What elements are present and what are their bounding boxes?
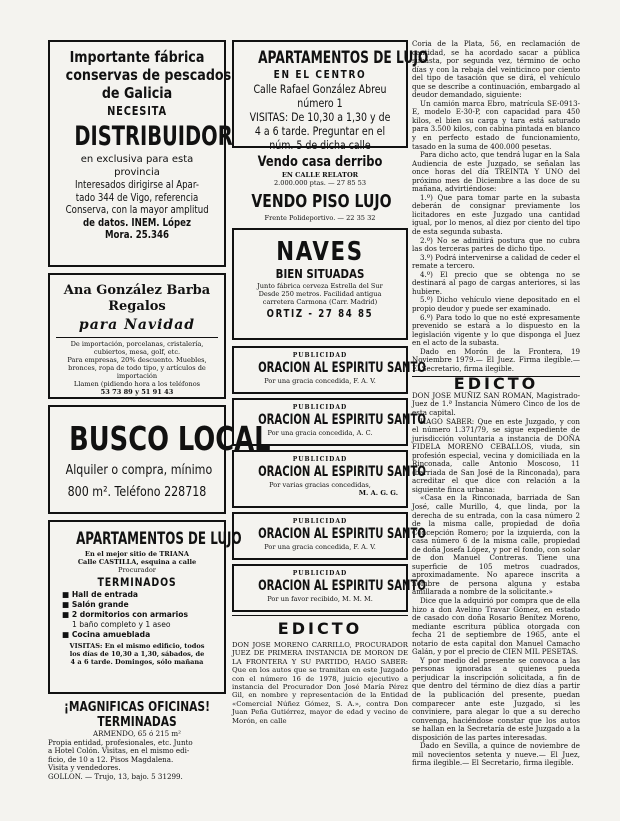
ad-line: VISITAS: De 10,30 a 1,30 y de [249,110,391,124]
ad-note-initials: M. A. G. G. [358,489,398,497]
ad-casa-derribo [232,154,408,187]
ad-title: ORACION AL ESPIRITU SANTO [258,578,426,594]
ad-note: Por varias gracias concedidas, [269,481,371,489]
ad-headline: VENDO PISO LUJO [251,191,392,212]
ad-subtitle: para Navidad [78,317,196,333]
ad-pub-label: PUBLICIDAD [292,352,348,359]
feature-label: Hall de entrada [71,590,139,599]
ad-piso-lujo [232,190,408,222]
ad-line: EN CALLE RELATOR [281,171,359,179]
paragraph: 1.º) Que para tomar parte en la subasta deberán de consignar previamente los licitadores en este Juzgado una cantidad igual, por lo menos, al diez por ciento del tipo de esta segunda subasta. [412,192,580,237]
ad-title: ORACION AL ESPIRITU SANTO [258,464,426,480]
ad-line: Propia entidad, profesionales, etc. Junto [48,737,193,747]
ad-visits: 4 a 6 tarde. Domingos, sólo mañana [70,658,204,666]
ad-regalos [48,273,226,399]
right-column [412,40,580,768]
ad-subhead: EN EL CENTRO [273,68,367,81]
ad-visits: VISITAS: En el mismo edificio, todos [69,642,205,650]
ad-pub-label: PUBLICIDAD [292,518,348,525]
ad-pub-label: PUBLICIDAD [292,456,348,463]
ad-line: De importación, porcelanas, cristalería, [70,340,204,348]
feature-item: ■ Salón grande [62,600,129,609]
paragraph: HAGO SABER: Que en este Juzgado, y con el número 1.371/79, se sigue expediente de jurisdicción voluntaria a instancia de DOÑA FIDELA MORENO CEBALLOS, viuda, sin profesión especial, vecina y domiciliada en la Rinconada, calle Antonio Moscoso, 11 (barriada de San José de la Rinconada), para acreditar el que dice con relación a la siguiente finca urbana: [412,416,580,494]
ad-line: ficio, de 10 a 12. Pisos Magdalena. [48,754,174,764]
ad-status: TERMINADAS [97,715,177,730]
ad-busco-local [48,405,271,514]
ad-name: Ana González Barba [63,283,211,298]
edicto-heading: EDICTO [412,376,580,389]
ad-conservas [48,40,233,267]
ad-pub-label: PUBLICIDAD [292,570,348,577]
ad-line: Desde 250 metros. Facilidad antigua [258,290,382,298]
ad-note: Por una gracia concedida, A. C. [267,429,373,437]
feature-label: Salón grande [71,600,129,609]
ad-apartamentos-triana [48,520,242,694]
ad-line: Frente Polideportivo. — 22 35 32 [264,214,376,222]
ad-line: En el mejor sitio de TRIANA [84,550,190,558]
ad-line: Procurador [118,566,156,574]
feature-item: ■ 2 dormitorios con armarios [62,610,189,619]
ad-line: Para empresas, 20% descuento. Muebles, [67,356,207,364]
paragraph: Dado en Sevilla, a quince de noviembre de mil novecientos setenta y nueve.— El Juez, firma ilegible.— El Secretario, firma ilegible. [412,741,580,768]
ad-line: núm. 5 de dicha calle [269,138,371,152]
ad-oracion [232,450,426,508]
ad-terminados: TERMINADOS [97,575,177,589]
ad-note: Por un favor recibido, M. M. M. [267,595,373,603]
ad-headline: NAVES [276,237,364,267]
ad-text: provincia [114,167,160,178]
ad-detail: Conserva, con la mayor amplitud [65,204,209,216]
paragraph: Dice que la adquirió por compra que de ella hizo a don Avelino Travar Gómez, en estado de casado con doña Rosario Benítez Moreno, mediante escritura pública otorgada con fecha 21 de septiembre de 1965, ante el notario de esta capital don Manuel Camacho Galán, y por el precio de CIEN MIL PESETAS. [412,596,580,657]
ad-title-line: conservas de pescados [65,66,232,84]
ad-detail: de datos. INEM. López [83,216,191,229]
ad-note: Por una gracia concedida, F. A. V. [264,377,376,385]
paragraph: DON JOSE MUÑIZ SAN ROMAN, Magistrado-Juez de 1.ª Instancia Número Cinco de los de esta capital. [412,390,580,417]
paragraph: Y por medio del presente se convoca a las personas ignoradas a quienes pueda perjudicar la inscripción solicitada, a fin de que dentro del término de diez días a partir de la publicación del presente, puedan comparecer ante este Juzgado, si les conviniere, para alegar lo que a su derecho convenga, haciéndose constar que los autos se hallan en la Secretaría de este Juzgado a la disposición de las partes interesadas. [412,655,580,742]
paragraph: 6.º) Para todo lo que no esté expresamente prevenido se estará a lo dispuesto en la legislación vigente y lo que disponga el Juez en el acto de la subasta. [412,312,580,348]
ad-contact: ORTIZ - 27 84 85 [266,308,374,320]
center-column [232,40,429,725]
feature-item [50,620,224,630]
ad-naves [232,228,408,340]
paragraph: «Casa en la Rinconada, barriada de San José, calle Murillo, 4, que linda, por la derecha de su entrada, con la casa número 2 de la misma calle, propiedad de doña Concepción Romero; por la izquierda, con la casa número 6 de la misma calle, propiedad de doña Josefa López, y por el fondo, con solar de don Manuel Contreras. Tiene una superficie de 105 metros cuadrados, aproximadamente. No aparece inscrita a nombre de persona alguna y estaba amillarada a nombre de la solicitante.» [412,493,580,597]
ad-headline: DISTRIBUIDOR [74,121,233,152]
ad-phones: 53 73 89 y 51 91 43 [100,388,174,396]
ad-line: carretera Carmona (Carr. Madrid) [262,298,378,306]
ad-headline: ¡MAGNIFICAS OFICINAS! [64,700,210,715]
paragraph: 3.º) Podrá intervenirse a calidad de ceder el remate a tercero. [412,252,580,271]
ad-line: Junto fábrica cerveza Estrella del Sur [257,282,383,290]
ad-title: ORACION AL ESPIRITU SANTO [258,526,426,542]
ad-headline: APARTAMENTOS DE LUJO [258,48,429,68]
ad-detail: Mora. 25.346 [104,229,170,241]
paragraph: Dado en Morón de la Frontera, 19 Noviembre 1979.— El Juez. Firma ilegible.— El Secretario, firma ilegible. [412,346,580,373]
divider [56,337,218,338]
paragraph: Para dicho acto, que tendrá lugar en la Sala Audiencia de este Juzgado, se señalan las once horas del día TREINTA Y UNO del próximo mes de Diciembre a las doce de su mañana, advirtiéndose: [412,150,580,194]
ad-note: Por una gracia concedida, F. A. V. [264,543,376,551]
ad-title: ORACION AL ESPIRITU SANTO [258,412,426,428]
paragraph: Coria de la Plata, 56, en reclamación de cantidad, se ha acordado sacar a pública subasta, por segunda vez, término de ocho días y con la rebaja del veinticinco por ciento del tipo de tasación que se dirá, el vehículo que se describe a continuación, embargado al deudor demandado, siguiente: [412,39,580,100]
ad-line: Visita y vendedores. [48,763,121,773]
ad-oracion [232,564,426,612]
ad-subhead: BIEN SITUADAS [275,266,365,281]
ad-line: a Hotel Colón. Visitas, en el mismo edi- [48,746,190,756]
feature-label: Cocina amueblada [71,630,151,639]
ad-detail: Interesados dirigirse al Apar- [75,179,199,191]
ad-headline: APARTAMENTOS DE LUJO [76,529,242,549]
ad-line: bronces, ropa de todo tipo, y artículos de [68,364,206,372]
ad-needs: NECESITA [107,104,167,118]
ad-title-line: de Galicia [101,84,173,102]
ad-line: ARMENDO, 65 ó 215 m² [93,729,181,738]
edicto-text: DON JOSE MORENO CARRILLO, PROCURADOR JUEZ DE PRIMERA INSTANCIA DE MORON DE LA FRONTERA Y SU PARTIDO, HAGO SABER: Que en los autos que se tramitan en este Juzgado con el número 16 de 1978, juicio ejecutivo a instancia del Procurador Don José María Pérez Gil, en nombre y representación de la Entidad «Comercial Núñez Gómez, S. A.», contra Don Juan Peña Gutiérrez, mayor de edad y vecino de Morón, en calle [232,641,408,725]
paragraph: 4.º) El precio que se obtenga no se destinará al pago de cargas anteriores, si las hubiere. [412,269,580,296]
ad-line: importación [116,372,158,380]
feature-item: ■ Cocina amueblada [62,630,151,639]
ad-title-line: Importante fábrica [69,48,205,66]
ad-detail: tado 344 de Vigo, referencia [75,191,199,204]
paragraph: 5.º) Dicho vehículo viene depositado en el propio deudor y puede ser examinado. [412,295,580,313]
ad-oficinas [48,700,226,782]
ad-line: GOLLON. — Trujo, 13, bajo. 5 31299. [48,771,183,781]
ad-text: en exclusiva para esta [80,154,194,165]
ad-line: Calle CASTILLA, esquina a calle [77,558,197,566]
edicto-moron [232,615,408,725]
ad-line: Calle Rafael González Abreu [253,82,387,96]
ad-line: 4 a 6 tarde. Preguntar en el [254,124,386,138]
ad-line: Alquiler o compra, mínimo [65,462,213,478]
ad-headline: BUSCO LOCAL [69,419,271,458]
edicto-heading: EDICTO [232,615,408,638]
ad-title: Regalos [108,299,166,314]
ad-apartamentos-centro [232,40,429,152]
paragraph: 2.º) No se admitirá postura que no cubra las dos terceras partes de dicho tipo. [412,235,580,254]
ad-line: Llamen (pidiendo hora a los teléfonos [73,380,201,388]
ad-line: 800 m². Teléfono 228718 [67,484,207,500]
ad-oracion [232,512,426,560]
feature-item: ■ Hall de entrada [62,590,139,599]
ad-line: número 1 [297,96,343,110]
ad-title: ORACION AL ESPIRITU SANTO [258,360,426,376]
feature-label: 2 dormitorios con armarios [71,610,189,619]
left-column [48,40,271,782]
ad-visits: los días de 10,30 a 1,30, sábados, de [69,650,205,658]
ad-headline: Vendo casa derribo [257,154,383,170]
feature-label: 1 baño completo y 1 aseo [72,620,171,629]
ad-line: 2.000.000 ptas. — 27 85 53 [273,179,367,187]
ad-oracion [232,398,426,446]
ad-line: cubiertos, mesa, golf, etc. [93,348,181,356]
paragraph: Un camión marca Ebro, matrícula SE-0913-E, modelo E-30-P, con capacidad para 450 kilos, el bien su carga y tara está saturado para 3.500 kilos, con cabina pintada en blanco y en perfecto estado de funcionamiento, tasado en la suma de 400.000 pesetas. [412,98,580,151]
ad-pub-label: PUBLICIDAD [292,404,348,411]
ad-oracion [232,346,426,394]
